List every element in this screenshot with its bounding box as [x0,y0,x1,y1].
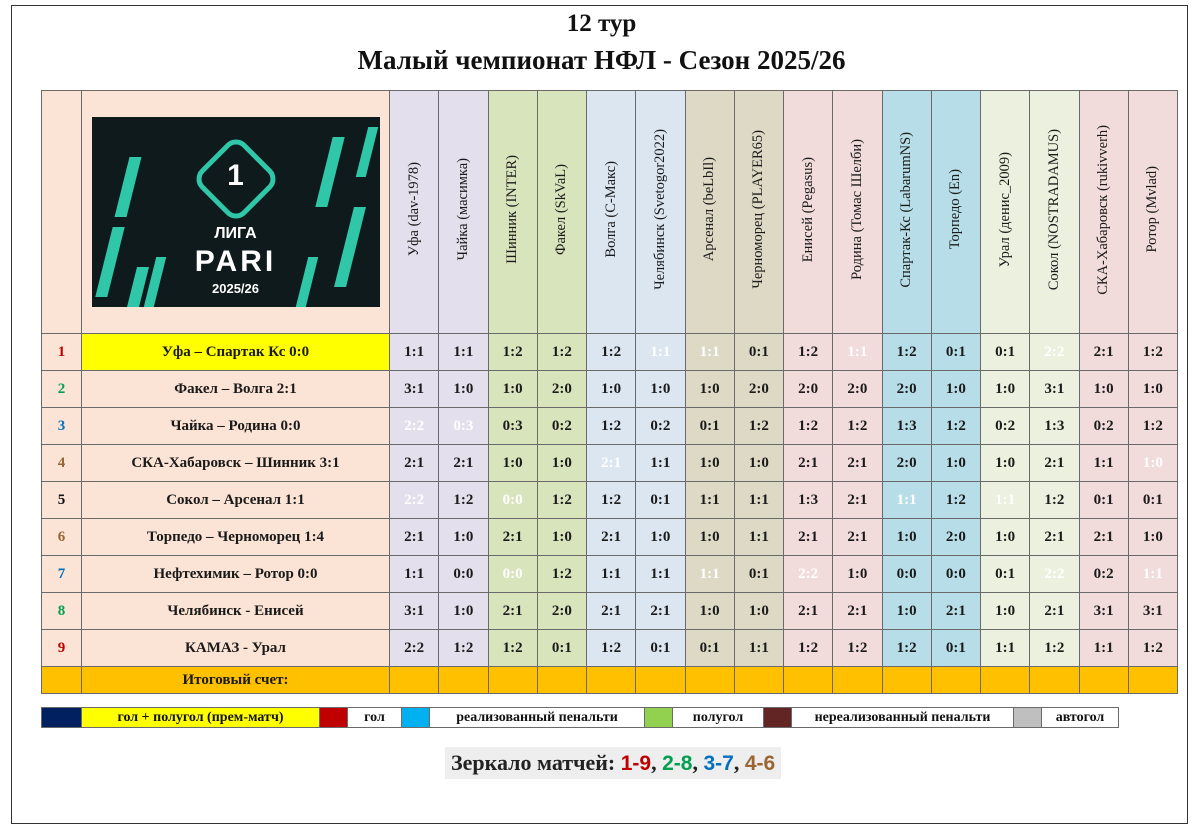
player-header [537,91,586,334]
score-cell: 1:1 [1128,556,1177,593]
score-cell: 1:1 [1079,630,1128,667]
score-cell: 0:1 [931,334,980,371]
score-cell: 1:0 [488,371,537,408]
player-name: Факел (SkVaL) [553,163,570,255]
score-cell: 1:1 [882,482,931,519]
score-cell: 1:1 [636,334,685,371]
match-row [42,408,1178,445]
match-number: 6 [42,519,82,556]
score-cell: 1:2 [833,408,882,445]
score-cell: 0:0 [439,556,488,593]
match-number: 7 [42,556,82,593]
mirror-separator: , [692,750,704,775]
score-cell: 2:1 [833,445,882,482]
score-cell: 1:1 [734,630,783,667]
player-header [784,91,833,334]
round-title: 12 тур [566,10,637,37]
score-cell: 1:0 [1128,371,1177,408]
player-header [390,91,439,334]
score-cell: 0:0 [488,482,537,519]
match-row [42,445,1178,482]
score-cell: 2:1 [390,519,439,556]
score-cell: 2:1 [439,445,488,482]
total-score-cell [1079,667,1128,694]
score-cell: 1:0 [1128,445,1177,482]
mirror-separator: , [733,750,745,775]
player-header [734,91,783,334]
score-cell: 1:1 [685,482,734,519]
match-number: 8 [42,593,82,630]
match-row [42,371,1178,408]
score-cell: 1:2 [734,408,783,445]
score-cell: 3:1 [1128,593,1177,630]
score-cell: 2:1 [1079,519,1128,556]
score-cell: 0:1 [636,630,685,667]
score-cell: 1:0 [981,371,1030,408]
score-cell: 2:1 [1030,445,1079,482]
match-row [42,334,1178,371]
player-name: Торпедо (En) [947,169,964,250]
score-cell: 0:0 [882,556,931,593]
score-cell: 1:1 [587,556,636,593]
score-cell: 2:1 [587,519,636,556]
legend-swatch [645,708,673,728]
logo-cell [82,91,390,334]
score-cell: 1:0 [734,593,783,630]
score-cell: 1:2 [587,630,636,667]
legend-label: реализованный пенальти [430,708,645,728]
match-title: Сокол – Арсенал 1:1 [82,482,390,519]
score-cell: 3:1 [1079,593,1128,630]
match-title: Торпедо – Черноморец 1:4 [82,519,390,556]
score-cell: 1:1 [833,334,882,371]
score-cell: 2:0 [833,371,882,408]
score-cell: 1:2 [587,482,636,519]
logo-text-line1: 1 [227,159,244,192]
player-name: Урал (денис_2009) [996,151,1013,268]
total-score-cell [981,667,1030,694]
score-cell: 0:1 [685,408,734,445]
match-number: 3 [42,408,82,445]
mirror-separator: , [651,750,663,775]
score-cell: 0:2 [1079,556,1128,593]
score-cell: 1:2 [1128,334,1177,371]
player-name: Спартак-Кс (LabarumNS) [898,131,915,288]
player-header [488,91,537,334]
legend-label: нереализованный пенальти [792,708,1014,728]
score-cell: 1:1 [636,445,685,482]
score-cell: 1:0 [587,371,636,408]
legend-swatch [402,708,430,728]
score-cell: 0:0 [931,556,980,593]
score-cell: 2:2 [784,556,833,593]
score-cell: 2:0 [784,371,833,408]
score-cell: 2:1 [833,482,882,519]
score-cell: 1:0 [734,445,783,482]
score-cell: 1:2 [537,556,586,593]
score-cell: 0:1 [981,556,1030,593]
player-name: СКА-Хабаровск (rukivverh) [1095,124,1112,295]
player-name: Челябинск (Svetogor2022) [651,129,668,290]
score-cell: 1:1 [734,482,783,519]
score-cell: 1:1 [439,334,488,371]
total-score-cell [882,667,931,694]
mirror-pair: 2-8 [662,752,693,775]
score-cell: 1:0 [981,519,1030,556]
score-cell: 1:1 [685,334,734,371]
total-row [42,667,1178,694]
score-cell: 0:0 [488,556,537,593]
total-score-cell [931,667,980,694]
score-cell: 1:0 [439,519,488,556]
score-cell: 1:2 [1128,408,1177,445]
total-score-cell [587,667,636,694]
header-row [42,91,1178,334]
total-score-cell [1128,667,1177,694]
score-cell: 1:2 [537,334,586,371]
score-cell: 2:2 [390,408,439,445]
score-cell: 1:2 [833,630,882,667]
score-cell: 2:1 [587,445,636,482]
score-cell: 1:0 [636,371,685,408]
total-score-cell [390,667,439,694]
score-cell: 1:2 [931,482,980,519]
score-cell: 1:1 [636,556,685,593]
score-cell: 1:0 [882,593,931,630]
score-cell: 3:1 [390,371,439,408]
total-score-cell [685,667,734,694]
total-score-label: Итоговый счет: [82,667,390,694]
score-cell: 0:2 [1079,408,1128,445]
score-cell: 0:1 [537,630,586,667]
score-cell: 0:2 [537,408,586,445]
score-cell: 1:1 [981,630,1030,667]
player-name: Черноморец (PLAYER65) [750,130,767,289]
score-cell: 0:1 [981,334,1030,371]
logo-text-line3: PARI [194,245,277,278]
match-number: 4 [42,445,82,482]
score-cell: 1:0 [1128,519,1177,556]
score-cell: 1:1 [734,519,783,556]
mirror-label: Зеркало матчей: [451,750,621,775]
score-cell: 0:1 [636,482,685,519]
score-cell: 2:1 [784,519,833,556]
total-score-cell [488,667,537,694]
legend-swatch [1014,708,1042,728]
score-cell: 1:0 [981,445,1030,482]
score-cell: 0:1 [1128,482,1177,519]
match-number: 5 [42,482,82,519]
mirror-matches [445,747,781,779]
score-cell: 2:1 [784,445,833,482]
score-cell: 1:0 [488,445,537,482]
player-name: Енисей (Pegasus) [799,156,816,263]
score-cell: 1:1 [390,334,439,371]
score-cell: 1:2 [784,408,833,445]
score-cell: 2:2 [1030,334,1079,371]
score-cell: 1:2 [587,408,636,445]
logo-text-line2: ЛИГА [214,225,257,242]
player-name: Волга (C-Макс) [602,161,619,258]
match-title: Факел – Волга 2:1 [82,371,390,408]
mirror-pair: 3-7 [703,752,734,775]
score-cell: 1:2 [1030,630,1079,667]
score-cell: 2:2 [1030,556,1079,593]
score-cell: 1:0 [882,519,931,556]
legend-swatch [764,708,792,728]
score-cell: 1:0 [981,593,1030,630]
score-cell: 2:2 [390,630,439,667]
player-header [1030,91,1079,334]
score-cell: 1:0 [439,371,488,408]
score-cell: 1:2 [488,334,537,371]
total-score-cell [636,667,685,694]
score-cell: 2:0 [537,593,586,630]
score-cell: 1:2 [784,334,833,371]
score-cell: 2:1 [1079,334,1128,371]
score-cell: 1:2 [784,630,833,667]
legend-label: автогол [1042,708,1119,728]
player-name: Арсенал (beLbIl) [701,157,718,262]
total-score-cell [439,667,488,694]
score-cell: 1:0 [1079,371,1128,408]
score-cell: 1:3 [1030,408,1079,445]
score-cell: 1:2 [439,630,488,667]
match-row [42,519,1178,556]
logo-text-line4: 2025/26 [212,281,259,296]
player-name: Сокол (NOSTRADAMUS) [1045,128,1062,291]
match-number: 1 [42,334,82,371]
score-cell: 2:0 [931,519,980,556]
score-cell: 0:2 [636,408,685,445]
player-header [981,91,1030,334]
match-title: Чайка – Родина 0:0 [82,408,390,445]
score-cell: 2:1 [488,593,537,630]
score-cell: 2:0 [537,371,586,408]
mirror-pair: 4-6 [744,752,776,775]
score-cell: 2:1 [488,519,537,556]
legend-label: гол [348,708,402,728]
score-cell: 1:1 [1079,445,1128,482]
score-cell: 1:0 [931,371,980,408]
score-cell: 0:1 [734,556,783,593]
score-cell: 0:3 [488,408,537,445]
match-title: Челябинск - Енисей [82,593,390,630]
score-cell: 2:0 [882,371,931,408]
score-cell: 1:2 [587,334,636,371]
score-cell: 1:0 [636,519,685,556]
player-name: Родина (Томас Шелби) [848,139,865,280]
player-header [833,91,882,334]
score-cell: 1:2 [439,482,488,519]
mirror-pair: 1-9 [620,752,652,775]
score-cell: 2:2 [390,482,439,519]
player-header [439,91,488,334]
score-cell: 1:2 [882,334,931,371]
score-cell: 2:0 [882,445,931,482]
score-cell: 1:0 [833,556,882,593]
legend-label: полугол [673,708,764,728]
score-cell: 1:2 [931,408,980,445]
score-cell: 3:1 [1030,371,1079,408]
score-cell: 1:0 [537,445,586,482]
score-cell: 1:1 [981,482,1030,519]
total-number-cell [42,667,82,694]
match-title: КАМАЗ - Урал [82,630,390,667]
total-score-cell [833,667,882,694]
score-cell: 1:0 [685,593,734,630]
score-cell: 2:1 [931,593,980,630]
championship-title: Малый чемпионат НФЛ - Сезон 2025/26 [357,45,846,75]
score-cell: 1:2 [1128,630,1177,667]
score-cell: 0:2 [981,408,1030,445]
match-row [42,593,1178,630]
corner-cell [42,91,82,334]
player-header [587,91,636,334]
score-cell: 2:1 [1030,593,1079,630]
liga-pari-logo [92,117,380,307]
legend-swatch [42,708,82,728]
player-header [1079,91,1128,334]
color-legend [41,707,1119,728]
score-cell: 1:0 [685,445,734,482]
score-cell: 2:1 [833,593,882,630]
score-cell: 1:2 [537,482,586,519]
player-header [1128,91,1177,334]
score-cell: 2:1 [1030,519,1079,556]
predictions-table [41,90,1178,694]
score-cell: 1:3 [882,408,931,445]
player-header [685,91,734,334]
player-header [931,91,980,334]
score-cell: 1:0 [931,445,980,482]
total-score-cell [784,667,833,694]
score-cell: 1:1 [390,556,439,593]
total-score-cell [537,667,586,694]
score-cell: 1:0 [685,519,734,556]
match-title: Уфа – Спартак Кс 0:0 [82,334,390,371]
score-cell: 1:2 [882,630,931,667]
score-cell: 2:1 [833,519,882,556]
score-cell: 1:0 [439,593,488,630]
score-cell: 0:1 [931,630,980,667]
match-title: СКА-Хабаровск – Шинник 3:1 [82,445,390,482]
score-cell: 1:2 [488,630,537,667]
match-number: 9 [42,630,82,667]
player-name: Шинник (INTER) [504,155,521,264]
player-header [882,91,931,334]
player-header [636,91,685,334]
score-cell: 0:1 [1079,482,1128,519]
score-cell: 1:2 [1030,482,1079,519]
legend-swatch [320,708,348,728]
player-name: Ротор (Mvlad) [1144,166,1161,253]
score-cell: 2:1 [784,593,833,630]
score-cell: 2:1 [390,445,439,482]
score-cell: 0:1 [685,630,734,667]
match-number: 2 [42,371,82,408]
legend-label: гол + полугол (прем-матч) [82,708,320,728]
total-score-cell [734,667,783,694]
score-cell: 0:1 [734,334,783,371]
score-cell: 2:1 [587,593,636,630]
match-row [42,630,1178,667]
score-cell: 2:1 [636,593,685,630]
score-cell: 1:0 [685,371,734,408]
match-row [42,556,1178,593]
score-cell: 1:3 [784,482,833,519]
score-cell: 2:0 [734,371,783,408]
score-cell: 1:1 [685,556,734,593]
player-name: Чайка (масимка) [454,158,471,261]
match-title: Нефтехимик – Ротор 0:0 [82,556,390,593]
score-cell: 1:0 [537,519,586,556]
score-cell: 0:3 [439,408,488,445]
match-row [42,482,1178,519]
total-score-cell [1030,667,1079,694]
player-name: Уфа (dav-1978) [405,162,422,257]
score-cell: 3:1 [390,593,439,630]
